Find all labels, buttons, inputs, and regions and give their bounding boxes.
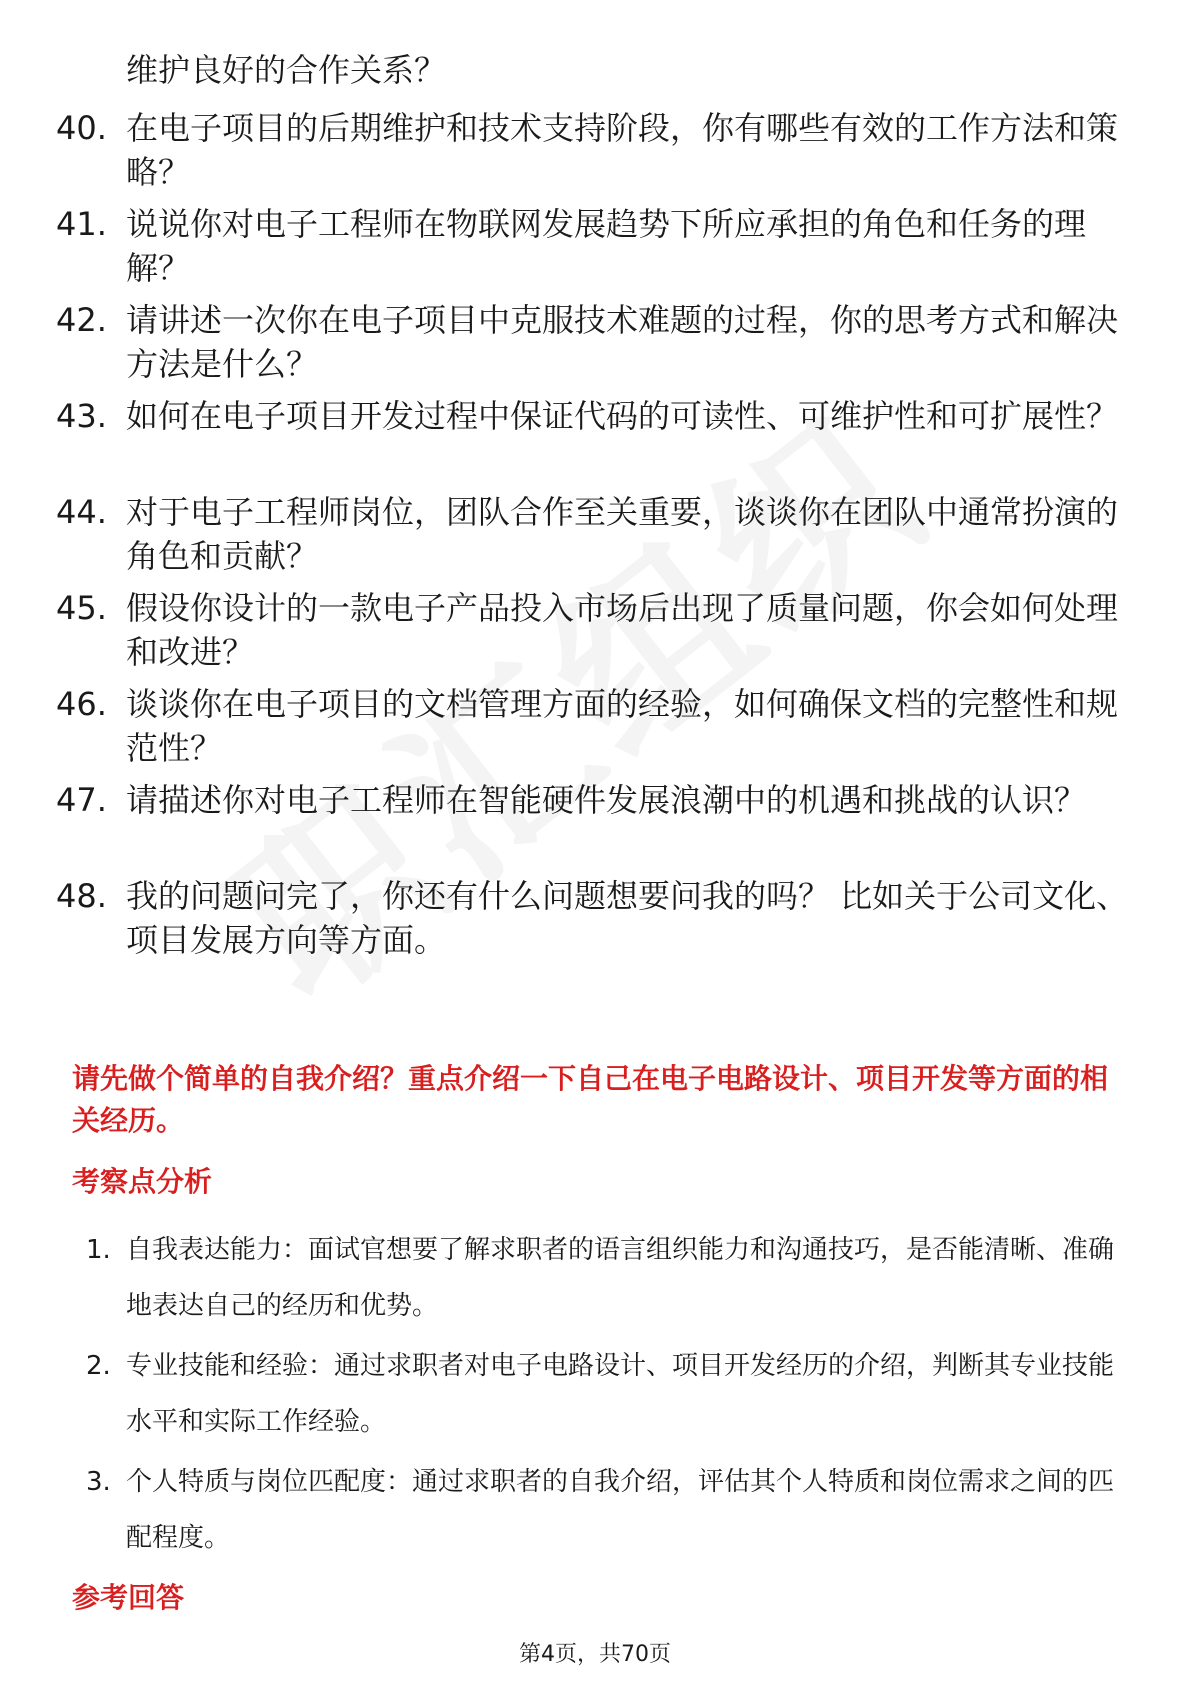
question-number: 41. [56,205,107,243]
question-number: 47. [56,781,107,819]
analysis-item [86,1454,1126,1566]
analysis-text: 专业技能和经验：通过求职者对电子电路设计、项目开发经历的介绍，判断其专业技能水平和实际工作经验。 [126,1351,1115,1437]
analysis-text: 自我表达能力：面试官想要了解求职者的语言组织能力和沟通技巧，是否能清晰、准确地表达自己的经历和优势。 [126,1235,1115,1321]
analysis-number: 2. [86,1351,111,1381]
question-item [56,778,1136,822]
analysis-number: 3. [86,1467,111,1497]
question-number: 44. [56,493,107,531]
analysis-text: 个人特质与岗位匹配度：通过求职者的自我介绍，评估其个人特质和岗位需求之间的匹配程度。 [126,1467,1115,1553]
question-text: 对于电子工程师岗位，团队合作至关重要，谈谈你在团队中通常扮演的角色和贡献？ [126,493,1119,575]
question-text: 请描述你对电子工程师在智能硬件发展浪潮中的机遇和挑战的认识？ [126,781,1087,819]
analysis-heading: 考察点分析 [72,1165,213,1198]
question-item [56,682,1136,770]
question-text: 在电子项目的后期维护和技术支持阶段，你有哪些有效的工作方法和策略？ [126,109,1119,191]
question-item [56,394,1136,438]
question-text: 说说你对电子工程师在物联网发展趋势下所应承担的角色和任务的理解？ [126,205,1087,287]
question-number: 43. [56,397,107,435]
question-text: 我的问题问完了，你还有什么问题想要问我的吗？ 比如关于公司文化、项目发展方向等方面。 [126,877,1129,959]
question-text: 请讲述一次你在电子项目中克服技术难题的过程，你的思考方式和解决方法是什么？ [126,301,1119,383]
question-item [56,490,1136,578]
question-text: 如何在电子项目开发过程中保证代码的可读性、可维护性和可扩展性？ [126,397,1119,435]
question-number: 40. [56,109,107,147]
analysis-item [86,1222,1126,1334]
analysis-item [86,1338,1126,1450]
question-item [56,874,1136,962]
question-number: 48. [56,877,107,915]
question-number: 45. [56,589,107,627]
question-text: 假设你设计的一款电子产品投入市场后出现了质量问题，你会如何处理和改进？ [126,589,1119,671]
question-item [56,202,1136,290]
question-number: 42. [56,301,107,339]
question-item [56,298,1136,386]
question-item [56,106,1136,194]
continuation-text: 维护良好的合作关系？ [126,51,447,89]
question-item [56,586,1136,674]
question-number: 46. [56,685,107,723]
interview-prompt: 请先做个简单的自我介绍？重点介绍一下自己在电子电路设计、项目开发等方面的相关经历。 [72,1062,1109,1137]
question-text: 谈谈你在电子项目的文档管理方面的经验，如何确保文档的完整性和规范性？ [126,685,1119,767]
page-footer: 第4页，共70页 [519,1642,671,1667]
answer-heading: 参考回答 [72,1581,185,1614]
analysis-number: 1. [86,1235,111,1265]
